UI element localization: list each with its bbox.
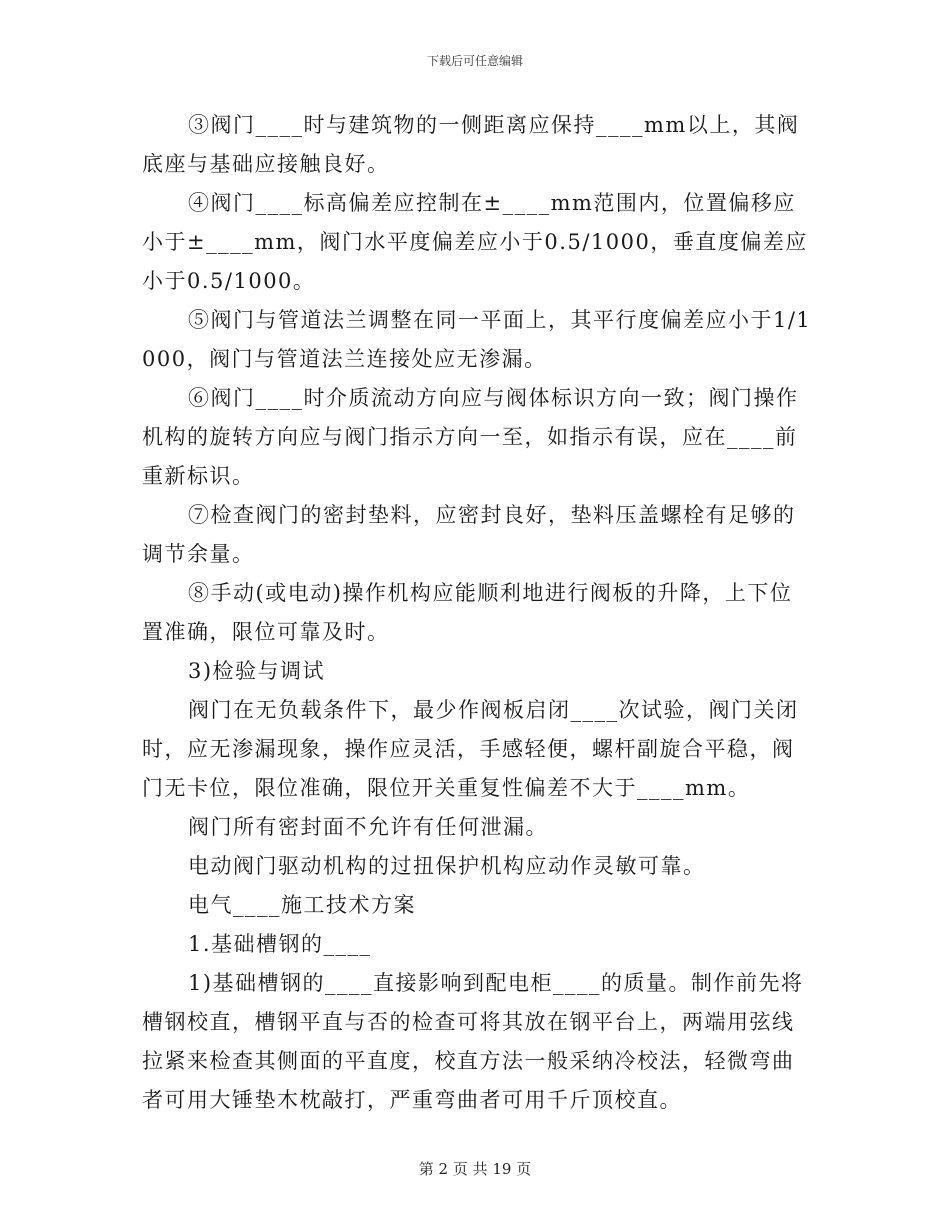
paragraph-valve-flange-alignment: ⑤阀门与管道法兰调整在同一平面上，其平行度偏差应小于1/1000，阀门与管道法兰连接处应无渗漏。 [142, 308, 812, 371]
document-body [142, 106, 812, 1120]
paragraph-valve-install-distance: ③阀门____时与建筑物的一侧距离应保持____mm以上，其阀底座与基础应接触良好。 [142, 113, 800, 176]
paragraph-valve-flow-direction: ⑥阀门____时介质流动方向应与阀体标识方向一致；阀门操作机构的旋转方向应与阀门指示方向一至，如指示有误，应在____前重新标识。 [142, 386, 799, 488]
paragraph-valve-seal-packing: ⑦检查阀门的密封垫料，应密封良好，垫料压盖螺栓有足够的调节余量。 [142, 503, 796, 566]
section-heading-inspection-testing: 3)检验与调试 [188, 659, 326, 683]
paragraph-valve-elevation-tolerance: ④阀门____标高偏差应控制在±____mm范围内，位置偏移应小于±____mm，阀门水平度偏差应小于0.5/1000，垂直度偏差应小于0.5/1000。 [142, 191, 808, 293]
section-heading-electrical-plan: 电气____施工技术方案 [188, 893, 416, 917]
section-heading-channel-steel: 1.基础槽钢的____ [188, 932, 372, 956]
paragraph-electric-drive-protection: 电动阀门驱动机构的过扭保护机构应动作灵敏可靠。 [188, 854, 706, 878]
paragraph-no-load-test: 阀门在无负载条件下，最少作阀板启闭____次试验，阀门关闭时，应无渗漏现象，操作应灵活，手感轻便，螺杆副旋合平稳，阀门无卡位，限位准确，限位开关重复性偏差不大于____mm。 [142, 698, 799, 800]
page-header: 下载后可任意编辑 [426, 54, 523, 68]
paragraph-seal-no-leak: 阀门所有密封面不允许有任何泄漏。 [188, 815, 548, 839]
paragraph-valve-operating-mechanism: ⑧手动(或电动)操作机构应能顺利地进行阀板的升降，上下位置准确，限位可靠及时。 [142, 581, 793, 644]
paragraph-channel-steel-straightening: 1)基础槽钢的____直接影响到配电柜____的质量。制作前先将槽钢校直，槽钢平直与否的检查可将其放在钢平台上，两端用弦线拉紧来检查其侧面的平直度，校直方法一般采纳冷校法，轻微弯曲者可用大锤垫木枕敲打，严重弯曲者可用千斤顶校直。 [142, 971, 804, 1112]
page-number-footer: 第 2 页 共 19 页 [418, 1160, 532, 1178]
